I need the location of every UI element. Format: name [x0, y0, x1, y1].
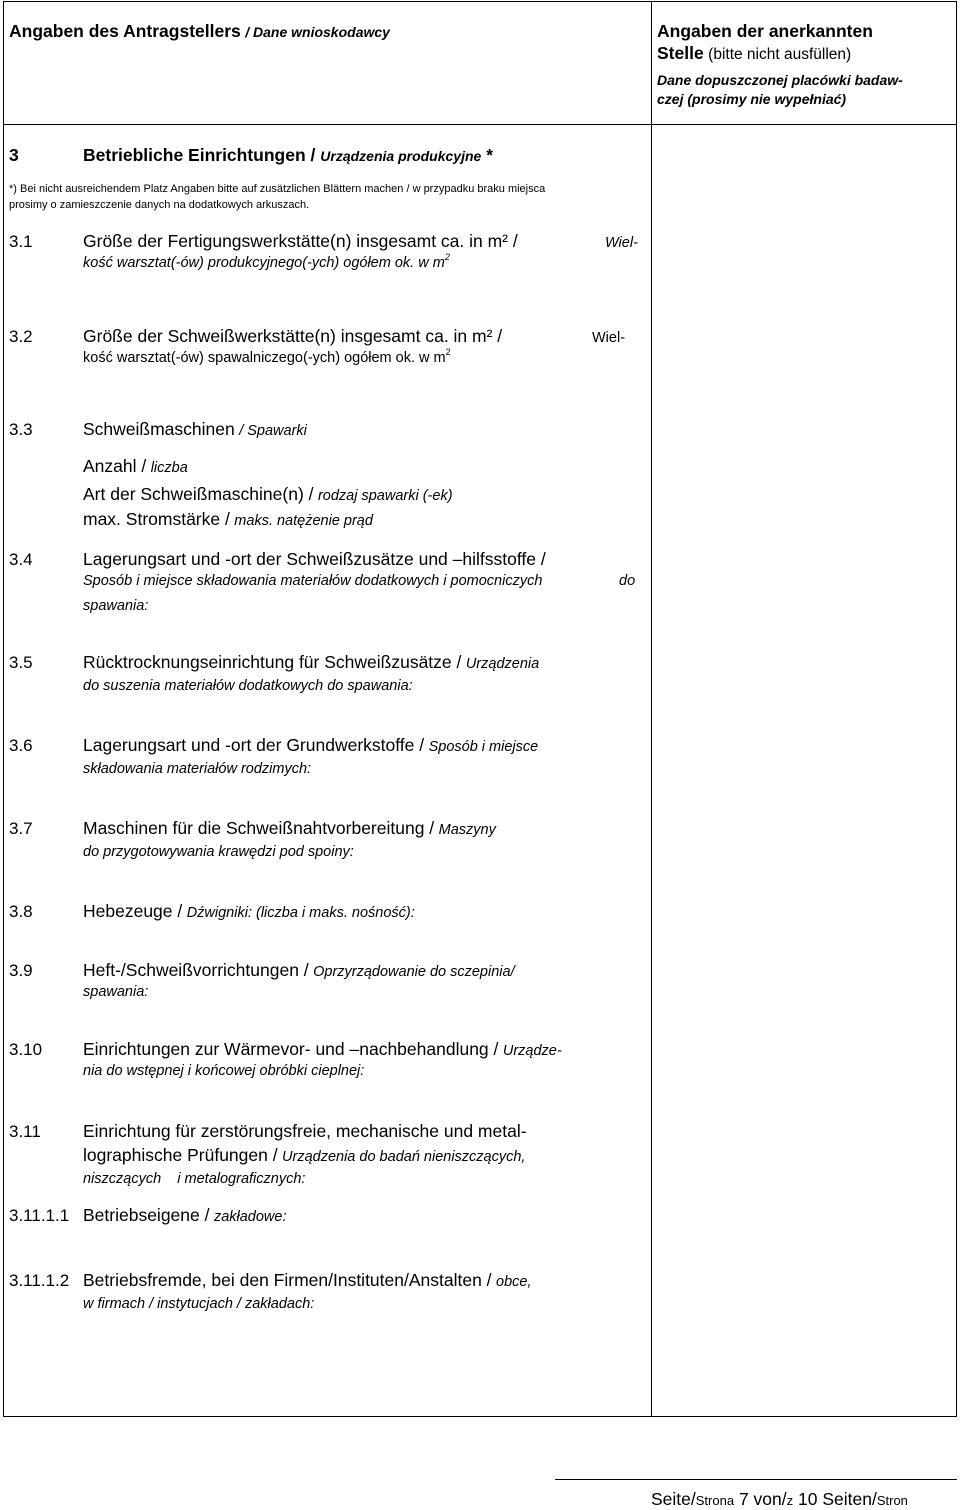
applicant-header-pl: / Dane wnioskodawcy — [245, 24, 390, 40]
item-3-5-number: 3.5 — [9, 653, 33, 672]
item-3-3-count: Anzahl / liczba — [83, 456, 188, 476]
item-3-8-number: 3.8 — [9, 902, 33, 921]
item-3-6-number: 3.6 — [9, 736, 33, 755]
item-3-10-line2: nia do wstępnej i końcowej obróbki cieplnej: — [83, 1063, 365, 1079]
item-3-11-1-1-title: Betriebseigene / zakładowe: — [83, 1205, 287, 1225]
item-3-7-line2: do przygotowywania krawędzi pod spoiny: — [83, 844, 354, 860]
item-3-1-line2: kość warsztat(-ów) produkcyjnego(-ych) ogółem ok. w $m^2$ — [83, 252, 450, 271]
item-3-11-1-2-number: 3.11.1.2 — [9, 1271, 70, 1290]
item-3-11-line3: niszczących i metalograficznych: — [83, 1171, 306, 1187]
item-3-4-line2-end: do — [619, 573, 636, 589]
item-3-6-line2: składowania materiałów rodzimych: — [83, 761, 312, 777]
item-3-3-current: max. Stromstärke / maks. natężenie prąd — [83, 509, 373, 529]
section-title-de: Betriebliche Einrichtungen / Urządzenia produkcyjne * — [83, 145, 494, 165]
item-3-11-de: Einrichtung für zerstörungsfreie, mechanische und metal- — [83, 1121, 527, 1141]
authority-header-line1: Angaben der anerkannten — [657, 21, 873, 41]
item-3-1-number: 3.1 — [9, 232, 33, 251]
item-3-9-line2: spawania: — [83, 984, 149, 1000]
item-3-6-title: Lagerungsart und -ort der Grundwerkstoffe / Sposób i miejsce — [83, 735, 539, 755]
item-3-2-line2: kość warsztat(-ów) spawalniczego(-ych) ogółem ok. w $m^2$ — [83, 347, 451, 366]
item-3-4-de: Lagerungsart und -ort der Schweißzusätze und –hilfsstoffe / — [83, 549, 546, 569]
page-footer: Seite/Strona 7 von/z 10 Seiten/Stron — [651, 1489, 908, 1509]
header-bottom-rule — [3, 124, 957, 125]
column-divider — [651, 124, 652, 1417]
applicant-header-de: Angaben des Antragstellers — [9, 21, 241, 41]
item-3-1-de: Größe der Fertigungswerkstätte(n) insgesamt ca. in m² / — [83, 231, 518, 251]
item-3-2-pl-end: Wiel- — [592, 330, 626, 346]
item-3-4-line3: spawania: — [83, 598, 149, 614]
section-note: *) Bei nicht ausreichendem Platz Angaben bitte auf zusätzlichen Blättern machen / w przypadku braku miejsca prosimy o zamieszczenie danych na dodatkowych arkuszach. — [9, 183, 546, 211]
item-3-5-line2: do suszenia materiałów dodatkowych do spawania: — [83, 678, 413, 694]
item-3-2-number: 3.2 — [9, 327, 33, 346]
item-3-10-title: Einrichtungen zur Wärmevor- und –nachbehandlung / Urządze- — [83, 1039, 562, 1059]
item-3-5-title: Rücktrocknungseinrichtung für Schweißzusätze / Urządzenia — [83, 652, 540, 672]
item-3-11-line2: lographische Prüfungen / Urządzenia do badań nieniszczących, — [83, 1145, 526, 1165]
applicant-header — [9, 21, 390, 42]
authority-header-pl-line2: czej (prosimy nie wypełniać) — [657, 91, 847, 107]
footer-rule — [555, 1479, 957, 1480]
item-3-11-1-1-number: 3.11.1.1 — [9, 1206, 70, 1225]
authority-header-note: (bitte nicht ausfüllen) — [708, 46, 852, 63]
item-3-10-number: 3.10 — [9, 1040, 43, 1059]
item-3-3-type: Art der Schweißmaschine(n) / rodzaj spawarki (-ek) — [83, 484, 453, 504]
item-3-1-pl-end: Wiel- — [605, 235, 638, 251]
item-3-4-line2: Sposób i miejsce składowania materiałów dodatkowych i pomocniczych — [83, 573, 543, 589]
item-3-9-number: 3.9 — [9, 961, 33, 980]
item-3-8-title: Hebezeuge / Dźwigniki: (liczba i maks. nośność): — [83, 901, 415, 921]
item-3-4-number: 3.4 — [9, 550, 33, 569]
authority-header-stelle: Stelle — [657, 43, 704, 63]
item-3-9-title: Heft-/Schweißvorrichtungen / Oprzyrządowanie do sczepinia/ — [83, 960, 515, 980]
item-3-3-number: 3.3 — [9, 420, 33, 439]
section-number: 3 — [9, 145, 19, 165]
section-title — [9, 145, 649, 166]
authority-header — [657, 21, 947, 109]
item-3-11-number: 3.11 — [9, 1122, 41, 1141]
header-divider — [651, 1, 652, 125]
item-3-7-title: Maschinen für die Schweißnahtvorbereitung / Maszyny — [83, 818, 496, 838]
item-3-7-number: 3.7 — [9, 819, 33, 838]
item-3-3-title: Schweißmaschinen / Spawarki — [83, 419, 307, 439]
item-3-2-de: Größe der Schweißwerkstätte(n) insgesamt ca. in m² / — [83, 326, 503, 346]
authority-header-pl-line1: Dane dopuszczonej placówki badaw- — [657, 72, 903, 88]
item-3-11-1-2-title: Betriebsfremde, bei den Firmen/Instituten/Anstalten / obce, — [83, 1270, 532, 1290]
item-3-11-1-2-line2: w firmach / instytucjach / zakładach: — [83, 1296, 315, 1312]
